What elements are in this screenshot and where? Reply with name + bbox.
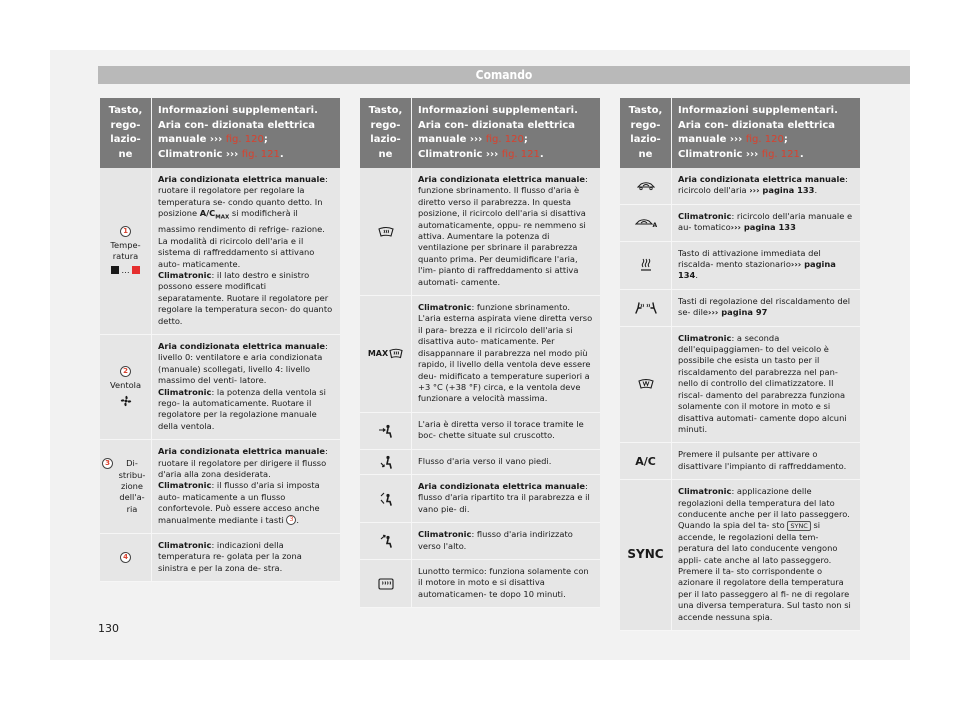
table-row: [620, 168, 860, 205]
manual-page: [50, 50, 910, 660]
row-description: Climatronic: indicazioni della temperatura re- golata per la zona sinistra e per la zona de- stra.: [158, 540, 302, 573]
key-label: Ventola: [109, 379, 142, 390]
row-description: Tasti di regolazione del riscaldamento del se- dile››› pagina 97: [678, 295, 851, 318]
fig-120-link[interactable]: fig. 120: [485, 134, 524, 145]
ac-button-icon: A/C: [635, 454, 656, 468]
table-header: [620, 98, 860, 168]
air-windshield-feet-icon: [378, 492, 394, 506]
table-header: [100, 98, 340, 168]
row-description: Aria condizionata elettrica manuale: ruotare il regolatore per dirigere il flusso d'aria alla zona desiderata. Climatronic: il flusso d'aria si imposta auto- maticamente a un flusso confortevole. Può essere acceso anche manualmente mediante i tasti 3 .: [158, 446, 328, 525]
table-row: [100, 168, 340, 335]
row-description: Aria condizionata elettrica manuale: ruotare il regolatore per regolare la temperatura se- condo quanto detto. In posizione $A/C_{MAX}$ si modificherà il massimo rendimento di refrige- razione. La modalità di ricircolo dell'aria e il sistema di raffreddamento si attivano auto- maticamente. Climatronic: il lato destro e sinistro possono essere modificati separatamente. Ruotare il regolatore per regolare la temperatura secon- do quanto detto.: [158, 174, 333, 326]
table-row: [620, 327, 860, 444]
fig-120-link[interactable]: fig. 120: [225, 134, 264, 145]
table-row: [360, 413, 600, 450]
rear-defrost-icon: [378, 578, 394, 590]
recirculation-auto-icon: [635, 218, 657, 228]
max-defrost-icon: MAX: [368, 348, 403, 359]
page-number: 130: [98, 622, 119, 635]
sync-button-icon: SYNC: [627, 547, 664, 562]
header-key-label: Tasto, rego- lazio- ne: [620, 98, 672, 168]
table-row: [360, 475, 600, 523]
row-description: L'aria è diretta verso il torace tramite le boc- chette situate sul cruscotto.: [418, 418, 584, 441]
air-feet-icon: [378, 455, 394, 469]
row-description: Climatronic: ricircolo dell'aria manuale e au- tomatico››› pagina 133: [678, 210, 853, 233]
table-column-3: [620, 98, 860, 631]
table-row: [360, 450, 600, 475]
seat-heating-icon: [634, 302, 658, 314]
table-row: [100, 335, 340, 440]
svg-text:A: A: [652, 221, 657, 228]
fan-icon: [119, 394, 133, 408]
callout-badge-inline: 3: [286, 515, 296, 525]
row-description: Lunotto termico: funziona solamente con il motore in moto e si disattiva automaticamen- te dopo 10 minuti.: [418, 565, 589, 599]
page-134-link[interactable]: ››› pagina 134: [678, 259, 836, 281]
header-info: Informazioni supplementari. Aria con- dizionata elettrica manuale ››› fig. 120; Climatronic ››› fig. 121.: [678, 105, 838, 160]
table-row: [100, 440, 340, 534]
hot-square-icon: [132, 266, 140, 274]
cold-square-icon: [111, 266, 119, 274]
ac-max-symbol: $A/C_{MAX}$: [199, 208, 230, 221]
fig-121-link[interactable]: fig. 121: [501, 148, 540, 160]
air-chest-icon: [378, 424, 394, 438]
row-description: Climatronic: a seconda dell'equipaggiamen- to del veicolo è possibile che esista un tasto per il riscaldamento del parabrezza nel pan- nello di controllo del climatizzatore. Il riscal- damento del parabrezza funziona solamente con il motore in moto e si disattiva automati- camente dopo alcuni minuti.: [678, 332, 847, 434]
table-row: [620, 205, 860, 242]
row-description: Aria condizionata elettrica manuale: livello 0: ventilatore e aria condizionata (manuale) scollegati, livello 4: livello massimo del venti- latore. Climatronic: la potenza della ventola si rego- la automaticamente. Ruotare il regolatore per la regolazione manuale della ventola.: [158, 340, 328, 431]
header-info: Informazioni supplementari. Aria con- dizionata elettrica manuale ››› fig. 120; Climatronic ››› fig. 121.: [418, 105, 578, 160]
table-row: [620, 242, 860, 290]
table-row: [360, 168, 600, 296]
table-column-2: [360, 98, 600, 608]
header-info: Informazioni supplementari. Aria con- dizionata elettrica manuale ››› fig. 120; Climatronic ››› fig. 121.: [158, 105, 318, 160]
table-header: [360, 98, 600, 168]
temperature-range: …: [111, 265, 139, 276]
windshield-heating-icon: [638, 378, 654, 390]
table-row: [360, 296, 600, 413]
row-description: Climatronic: funzione sbrinamento. L'aria esterna aspirata viene diretta verso il para- brezza e il ricircolo dell'aria si disattiva auto- maticamente. Per disappannare il parabrezza nel modo più rapido, il livello della ventola deve essere deu- midificato a temperature superiori a +3 °C (+38 °F) circa, e la ventola deve funzionare a velocità massima.: [418, 302, 593, 404]
row-description: Flusso d'aria verso il vano piedi.: [418, 455, 552, 466]
page-133-link[interactable]: ››› pagina 133: [730, 222, 796, 233]
fig-120-link[interactable]: fig. 120: [745, 134, 784, 145]
fig-121-link[interactable]: fig. 121: [241, 148, 280, 160]
table-row: [100, 534, 340, 582]
table-row: [620, 290, 860, 327]
page-97-link[interactable]: ››› pagina 97: [708, 307, 768, 318]
row-description: Climatronic: flusso d'aria indirizzato verso l'alto.: [418, 529, 573, 551]
key-label: Di- stribu- zione dell'a- ria: [118, 458, 146, 514]
row-description: Aria condizionata elettrica manuale: flusso d'aria ripartito tra il parabrezza e il vano pie- di.: [418, 480, 590, 514]
callout-badge: 2: [120, 366, 131, 377]
table-row: [360, 523, 600, 560]
table-column-1: [100, 98, 340, 582]
callout-badge: 1: [120, 226, 131, 237]
row-description: Premere il pulsante per attivare o disattivare l'impianto di raffreddamento.: [678, 449, 847, 471]
row-description: Aria condizionata elettrica manuale: funzione sbrinamento. Il flusso d'aria è diretto verso il parabrezza. In questa posizione, il ricircolo dell'aria si disattiva automaticamente, oppu- re nemmeno si attiva. Aumentare la potenza di ventilazione per sbrinare il parabrezza quanto prima. Per deumidificare l'aria, l'im- pianto di raffreddamento si attiva automati- camente.: [418, 174, 588, 287]
callout-badge: 4: [120, 552, 131, 563]
table-row: [360, 560, 600, 608]
sync-inline-icon: SYNC: [787, 521, 811, 531]
row-description: Aria condizionata elettrica manuale: ricircolo dell'aria ››› pagina 133.: [678, 174, 848, 196]
section-header: Comando: [98, 66, 910, 84]
page-133-link[interactable]: ››› pagina 133: [749, 185, 815, 196]
fig-121-link[interactable]: fig. 121: [761, 148, 800, 160]
callout-badge: 3: [102, 458, 113, 469]
row-description: Tasto di attivazione immediata del riscalda- mento stazionario››› pagina 134.: [678, 247, 836, 281]
recirculation-icon: [637, 181, 655, 191]
table-row: [620, 443, 860, 480]
table-row: [620, 480, 860, 631]
defrost-windshield-icon: [378, 226, 394, 238]
auxiliary-heater-icon: [640, 258, 652, 272]
header-key-label: Tasto, rego- lazio- ne: [100, 98, 152, 168]
air-up-icon: [378, 534, 394, 548]
key-label: Tempe- ratura: [110, 239, 141, 262]
header-key-label: Tasto, rego- lazio- ne: [360, 98, 412, 168]
row-description: Climatronic: applicazione delle regolazioni della temperatura del lato conducente anche per il lato passeggero. Quando la spia del ta- sto SYNC si accende, le regolazioni della tem- peratura del lato conducente vengono appli- cate anche al lato passeggero. Premere il ta- sto corrispondente o azionare il regolatore della temperatura per il lato passeggero al fi- ne di regolare una diversa temperatura. Sul tasto non si accende nessuna spia.: [678, 486, 851, 622]
